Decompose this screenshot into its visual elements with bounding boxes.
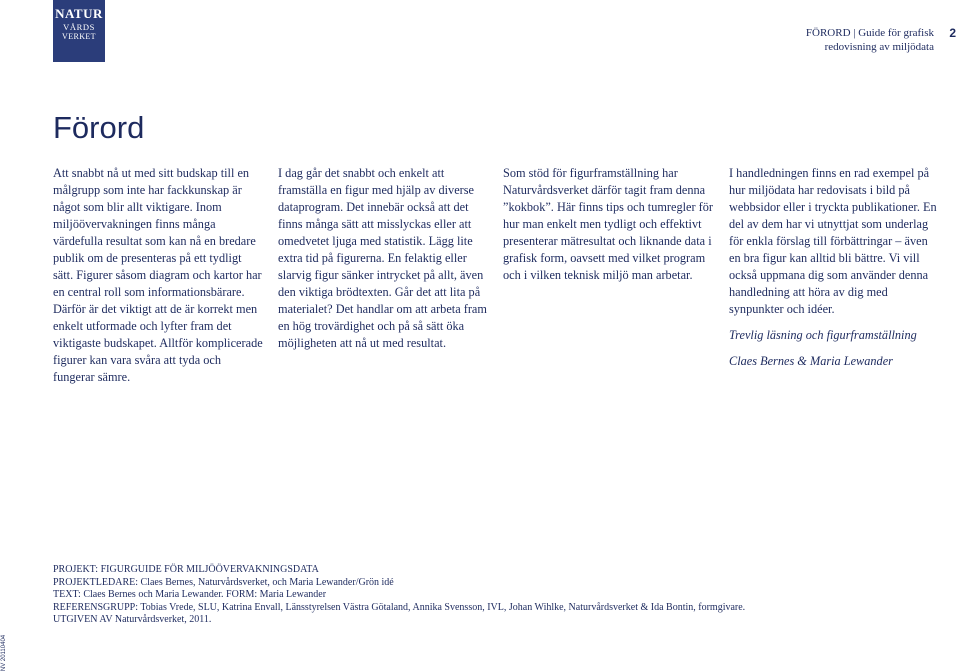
colophon-project-lead: PROJEKTLEDARE: Claes Bernes, Naturvårdsverket, och Maria Lewander/Grön idé [53, 576, 394, 588]
colophon-project [53, 564, 933, 577]
header-doc-title: Guide för grafisk redovisning av miljödata [824, 27, 934, 53]
column-1-paragraph: Att snabbt nå ut med sitt budskap till en målgrupp som inte har fackkunskap är något som blir allt viktigare. Inom miljöövervakningen finns många värdefulla resultat som kan nå en bredare publik om de presenteras på ett tydligt sätt. Figurer såsom diagram och kartor har en central roll som informationsbärare. Därför är det viktigt att de är korrekt men enkelt utformade och lyfter fram det viktigaste budskapet. Alltför komplicerade figurer kan vara svåra att tyda och fungerar sämre. [53, 166, 263, 384]
colophon [53, 564, 933, 627]
text-column-3 [503, 165, 713, 284]
column-4-paragraph: I handledningen finns en rad exempel på hur miljödata har redovisats i bild på webbsidor eller i tryckta publikationer. En del av dem har vi utnyttjat som underlag för enkla förslag till förbättringar – även en bra figur kan alltid bli bättre. Vi vill också uppmana dig som använder denna handledning att höra av dig med synpunkter och idéer. [729, 166, 937, 316]
text-column-4 [729, 165, 939, 370]
logo-line-3: VERKET [62, 32, 96, 41]
naturvardsverket-logo [53, 0, 105, 62]
column-3-paragraph: Som stöd för figurframställning har Naturvårdsverket därför tagit fram denna ”kokbok”. Här finns tips och tumregler för hur man enkelt men tydligt och effektivt presenterar mätresultat och liknande data i grafisk form, oavsett med vilket program och i vilken teknisk miljö man arbetar. [503, 166, 714, 282]
header-separator: | [853, 27, 856, 39]
colophon-text-form: TEXT: Claes Bernes och Maria Lewander. FORM: Maria Lewander [53, 589, 327, 600]
column-2-paragraph: I dag går det snabbt och enkelt att framställa en figur med hjälp av diverse dataprogram. Det innebär också att det finns många sätt att misslyckas eller att omedvetet ljuga med statistik. Lägg lite extra tid på figurerna. En felaktig eller slarvig figur sänker intrycket på allt, även den viktiga brödtexten. Går det att lita på materialet? Det handlar om att arbeta fram en hög trovärdighet och på så sätt öka möjligheten att nå ut med resultat. [278, 166, 487, 350]
text-column-2 [278, 165, 488, 352]
text-column-1 [53, 165, 263, 386]
document-code: NV 20110404 [1, 634, 8, 672]
project-label: PROJEKT: [53, 564, 99, 575]
header-section: FÖRORD [805, 27, 851, 39]
logo-line-1: NATUR [55, 6, 103, 21]
logo-line-2: VÅRDS [63, 22, 95, 32]
colophon-reference-group: REFERENSGRUPP: Tobias Vrede, SLU, Katrina Envall, Länsstyrelsen Västra Götaland, Annika Svensson, IVL, Johan Wihlke, Naturvårdsverket & Ida Bontin, formgivare. [53, 601, 746, 613]
signature: Claes Bernes & Maria Lewander [729, 354, 893, 368]
project-value: FIGURGUIDE FÖR MILJÖÖVERVAKNINGSDATA [100, 564, 319, 575]
colophon-publisher: UTGIVEN AV Naturvårdsverket, 2011. [53, 614, 212, 625]
page-title: Förord [53, 110, 145, 145]
page-number: 2 [949, 26, 956, 40]
greeting: Trevlig läsning och figurframställning [729, 328, 917, 342]
running-header [784, 27, 934, 54]
